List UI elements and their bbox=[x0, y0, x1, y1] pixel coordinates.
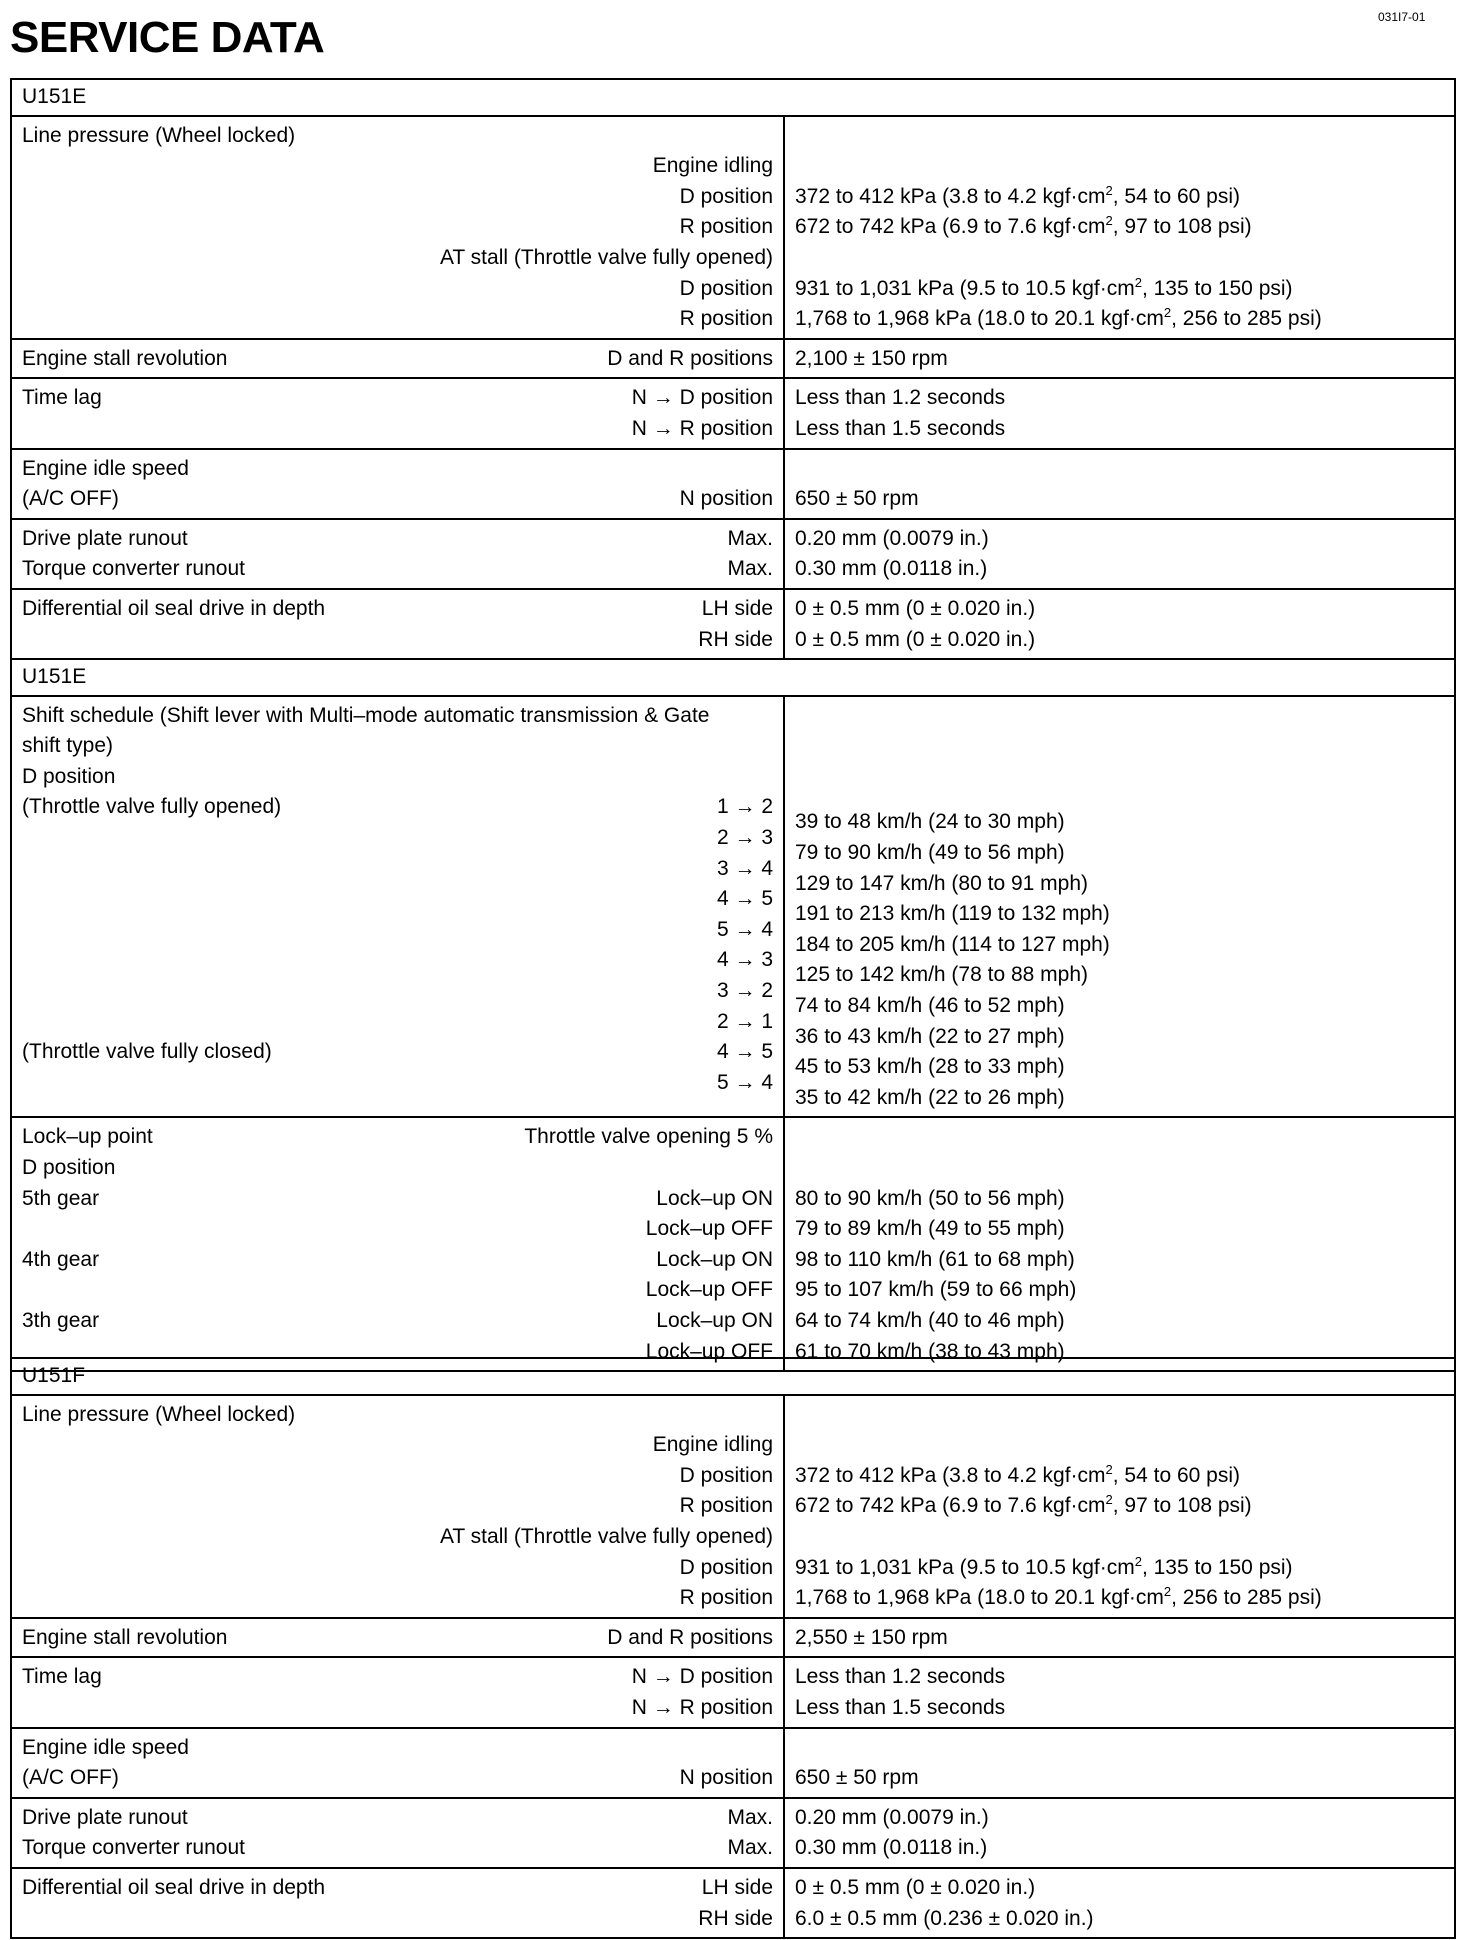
spec-value: Less than 1.2 seconds bbox=[795, 386, 1006, 410]
condition-label: 4 → 3 bbox=[716, 948, 773, 972]
spec-value: 0.20 mm (0.0079 in.) bbox=[795, 526, 989, 550]
stall-revolution-row bbox=[11, 339, 1455, 379]
condition-label: Engine idling bbox=[652, 1433, 773, 1457]
spec-value-cell bbox=[784, 449, 1455, 519]
condition-label: Max. bbox=[727, 1805, 773, 1829]
spec-value: 184 to 205 km/h (114 to 127 mph) bbox=[795, 932, 1110, 956]
condition-label: AT stall (Throttle valve fully opened) bbox=[439, 245, 773, 269]
condition-label: 2 → 1 bbox=[716, 1009, 773, 1033]
gear-label: 4th gear bbox=[22, 1247, 100, 1271]
condition-label: R position bbox=[679, 1494, 773, 1518]
spec-label-cell bbox=[11, 339, 784, 379]
spec-label: D position bbox=[22, 764, 116, 788]
spec-value-cell bbox=[784, 378, 1455, 448]
spec-value: 80 to 90 km/h (50 to 56 mph) bbox=[795, 1186, 1065, 1210]
spec-label-cell bbox=[11, 1728, 784, 1798]
condition-label: Lock–up OFF bbox=[645, 1217, 773, 1241]
gear-label: 5th gear bbox=[22, 1186, 100, 1210]
page-title: SERVICE DATA bbox=[10, 13, 325, 62]
spec-value: 931 to 1,031 kPa (9.5 to 10.5 $kgf\cdot cm^2$, 135 to 150 psi) bbox=[795, 1553, 1293, 1579]
spec-value: 74 to 84 km/h (46 to 52 mph) bbox=[795, 994, 1065, 1018]
spec-value: 61 to 70 km/h (38 to 43 mph) bbox=[795, 1339, 1065, 1363]
condition-label: D and R positions bbox=[607, 346, 773, 370]
condition-label: Lock–up ON bbox=[656, 1247, 773, 1271]
condition-label: 5 → 4 bbox=[716, 917, 773, 941]
section-header-row bbox=[11, 1358, 1455, 1395]
condition-label: Max. bbox=[727, 526, 773, 550]
spec-label: Engine idle speed bbox=[22, 1735, 189, 1759]
section-header: U151F bbox=[11, 1358, 1455, 1395]
condition-label: D position bbox=[679, 1555, 773, 1579]
spec-label: Shift schedule (Shift lever with Multi–mode automatic transmission & Gate shift type) bbox=[22, 703, 710, 758]
condition-label: Max. bbox=[727, 1836, 773, 1860]
spec-value-cell bbox=[784, 1618, 1455, 1658]
condition-label: Lock–up OFF bbox=[645, 1278, 773, 1302]
line-pressure-row bbox=[11, 116, 1455, 339]
spec-value: 0.30 mm (0.0118 in.) bbox=[795, 557, 988, 581]
condition-label: Engine idling bbox=[652, 154, 773, 178]
spec-label-cell bbox=[11, 1657, 784, 1727]
spec-label-cell bbox=[11, 589, 784, 659]
condition-label: 3 → 4 bbox=[716, 856, 773, 880]
condition-label: 1 → 2 bbox=[716, 795, 773, 819]
spec-value: 0.20 mm (0.0079 in.) bbox=[795, 1805, 989, 1829]
spec-value: 1,768 to 1,968 kPa (18.0 to 20.1 $kgf\cdot cm^2$, 256 to 285 psi) bbox=[795, 305, 1322, 331]
spec-label-cell bbox=[11, 1618, 784, 1658]
document-reference: 031I7-01 bbox=[1378, 10, 1426, 24]
spec-value: 0 ± 0.5 mm (0 ± 0.020 in.) bbox=[795, 1875, 1036, 1899]
spec-value: 79 to 89 km/h (49 to 55 mph) bbox=[795, 1217, 1065, 1241]
spec-label: Drive plate runout bbox=[22, 526, 188, 550]
condition-label: 5 → 4 bbox=[716, 1070, 773, 1094]
spec-value-cell bbox=[784, 339, 1455, 379]
spec-value-cell bbox=[784, 696, 1455, 1118]
idle-speed-row bbox=[11, 1728, 1455, 1798]
spec-label: Time lag bbox=[22, 386, 102, 410]
section-header: U151E bbox=[11, 659, 1455, 696]
condition-label: 2 → 3 bbox=[716, 826, 773, 850]
condition-label: RH side bbox=[698, 1906, 773, 1930]
spec-label-cell bbox=[11, 378, 784, 448]
diff-seal-row bbox=[11, 589, 1455, 659]
condition-label: 3 → 2 bbox=[716, 979, 773, 1003]
spec-label: Torque converter runout bbox=[22, 1836, 245, 1860]
spec-label: Time lag bbox=[22, 1665, 102, 1689]
spec-label-cell bbox=[11, 1868, 784, 1938]
section-header-row bbox=[11, 79, 1455, 116]
service-data-table-u151f bbox=[10, 1357, 1456, 1939]
spec-value: 191 to 213 km/h (119 to 132 mph) bbox=[795, 902, 1110, 926]
spec-value: 98 to 110 km/h (61 to 68 mph) bbox=[795, 1247, 1075, 1271]
runout-row bbox=[11, 1798, 1455, 1868]
spec-value: 0 ± 0.5 mm (0 ± 0.020 in.) bbox=[795, 596, 1036, 620]
gear-label: 3th gear bbox=[22, 1308, 100, 1332]
spec-value: 1,768 to 1,968 kPa (18.0 to 20.1 $kgf\cdot cm^2$, 256 to 285 psi) bbox=[795, 1584, 1322, 1610]
runout-row bbox=[11, 519, 1455, 589]
spec-label-cell bbox=[11, 1798, 784, 1868]
condition-label: LH side bbox=[701, 596, 773, 620]
spec-label: Line pressure (Wheel locked) bbox=[22, 1402, 296, 1426]
spec-label-cell bbox=[11, 449, 784, 519]
spec-label: Differential oil seal drive in depth bbox=[22, 596, 326, 620]
condition-label: R position bbox=[679, 215, 773, 239]
spec-value: 95 to 107 km/h (59 to 66 mph) bbox=[795, 1278, 1077, 1302]
condition-label: Lock–up OFF bbox=[645, 1339, 773, 1363]
condition-label: N position bbox=[679, 487, 773, 511]
spec-label: Engine idle speed bbox=[22, 456, 189, 480]
time-lag-row bbox=[11, 378, 1455, 448]
spec-value-cell bbox=[784, 589, 1455, 659]
spec-value: 672 to 742 kPa (6.9 to 7.6 $kgf\cdot cm^2$, 97 to 108 psi) bbox=[795, 1492, 1252, 1518]
spec-value-cell bbox=[784, 1798, 1455, 1868]
spec-value: 36 to 43 km/h (22 to 27 mph) bbox=[795, 1024, 1065, 1048]
shift-schedule-row bbox=[11, 696, 1455, 1118]
spec-value-cell bbox=[784, 1117, 1455, 1371]
spec-value: 129 to 147 km/h (80 to 91 mph) bbox=[795, 871, 1089, 895]
spec-value-cell bbox=[784, 1395, 1455, 1618]
spec-value: 931 to 1,031 kPa (9.5 to 10.5 $kgf\cdot cm^2$, 135 to 150 psi) bbox=[795, 274, 1293, 300]
spec-value: 64 to 74 km/h (40 to 46 mph) bbox=[795, 1308, 1065, 1332]
spec-value: 2,550 ± 150 rpm bbox=[795, 1625, 948, 1649]
condition-label: R position bbox=[679, 1586, 773, 1610]
spec-label-cell bbox=[11, 519, 784, 589]
spec-value: 125 to 142 km/h (78 to 88 mph) bbox=[795, 963, 1089, 987]
spec-label: Lock–up point bbox=[22, 1125, 153, 1149]
condition-label: LH side bbox=[701, 1875, 773, 1899]
condition-label: Lock–up ON bbox=[656, 1186, 773, 1210]
condition-label: N → R position bbox=[631, 1695, 773, 1719]
spec-label: Engine stall revolution bbox=[22, 346, 228, 370]
condition-label: N → R position bbox=[631, 416, 773, 440]
spec-label: Engine stall revolution bbox=[22, 1625, 228, 1649]
spec-value: 372 to 412 kPa (3.8 to 4.2 $kgf\cdot cm^2$, 54 to 60 psi) bbox=[795, 182, 1240, 208]
spec-label: Differential oil seal drive in depth bbox=[22, 1875, 326, 1899]
spec-value: 6.0 ± 0.5 mm (0.236 ± 0.020 in.) bbox=[795, 1906, 1094, 1930]
section-header: U151E bbox=[11, 79, 1455, 116]
spec-value: 39 to 48 km/h (24 to 30 mph) bbox=[795, 810, 1065, 834]
lockup-point-row bbox=[11, 1117, 1455, 1371]
section-header-row bbox=[11, 659, 1455, 696]
condition-label: Lock–up ON bbox=[656, 1308, 773, 1332]
condition-label: N → D position bbox=[631, 1665, 773, 1689]
spec-value: 2,100 ± 150 rpm bbox=[795, 346, 948, 370]
condition-label: D position bbox=[679, 184, 773, 208]
condition-label: RH side bbox=[698, 627, 773, 651]
spec-label: Torque converter runout bbox=[22, 557, 245, 581]
spec-value: 0.30 mm (0.0118 in.) bbox=[795, 1836, 988, 1860]
condition-label: Max. bbox=[727, 557, 773, 581]
spec-value: 650 ± 50 rpm bbox=[795, 1766, 919, 1790]
spec-value-cell bbox=[784, 1728, 1455, 1798]
condition-label: D position bbox=[679, 1463, 773, 1487]
spec-value-cell bbox=[784, 1657, 1455, 1727]
spec-value: 672 to 742 kPa (6.9 to 7.6 $kgf\cdot cm^2$, 97 to 108 psi) bbox=[795, 213, 1252, 239]
condition-label: 4 → 5 bbox=[716, 1040, 773, 1064]
spec-value: Less than 1.5 seconds bbox=[795, 416, 1006, 440]
condition-label: D and R positions bbox=[607, 1625, 773, 1649]
spec-value: 79 to 90 km/h (49 to 56 mph) bbox=[795, 841, 1065, 865]
condition-label: N → D position bbox=[631, 386, 773, 410]
condition-label: N position bbox=[679, 1766, 773, 1790]
diff-seal-row bbox=[11, 1868, 1455, 1938]
spec-label: (Throttle valve fully closed) bbox=[22, 1040, 272, 1064]
spec-value: 45 to 53 km/h (28 to 33 mph) bbox=[795, 1055, 1065, 1079]
stall-revolution-row bbox=[11, 1618, 1455, 1658]
spec-value: 372 to 412 kPa (3.8 to 4.2 $kgf\cdot cm^2$, 54 to 60 psi) bbox=[795, 1461, 1240, 1487]
spec-label-cell bbox=[11, 116, 784, 339]
spec-value-cell bbox=[784, 1868, 1455, 1938]
spec-label: (A/C OFF) bbox=[22, 1766, 119, 1790]
spec-value: 0 ± 0.5 mm (0 ± 0.020 in.) bbox=[795, 627, 1036, 651]
time-lag-row bbox=[11, 1657, 1455, 1727]
spec-label: Drive plate runout bbox=[22, 1805, 188, 1829]
condition-label: Throttle valve opening 5 % bbox=[524, 1125, 773, 1149]
condition-label: R position bbox=[679, 307, 773, 331]
spec-value-cell bbox=[784, 116, 1455, 339]
spec-label-cell bbox=[11, 1117, 784, 1371]
spec-label: (Throttle valve fully opened) bbox=[22, 795, 282, 819]
idle-speed-row bbox=[11, 449, 1455, 519]
line-pressure-row bbox=[11, 1395, 1455, 1618]
spec-label-cell bbox=[11, 696, 784, 1118]
spec-label: (A/C OFF) bbox=[22, 487, 119, 511]
service-data-table-u151e bbox=[10, 78, 1456, 1372]
spec-value: Less than 1.2 seconds bbox=[795, 1665, 1006, 1689]
spec-value-cell bbox=[784, 519, 1455, 589]
condition-label: AT stall (Throttle valve fully opened) bbox=[439, 1524, 773, 1548]
spec-label: Line pressure (Wheel locked) bbox=[22, 123, 296, 147]
spec-label: D position bbox=[22, 1156, 116, 1179]
condition-label: D position bbox=[679, 276, 773, 300]
spec-value: Less than 1.5 seconds bbox=[795, 1695, 1006, 1719]
spec-value: 650 ± 50 rpm bbox=[795, 487, 919, 511]
spec-label-cell bbox=[11, 1395, 784, 1618]
spec-value: 35 to 42 km/h (22 to 26 mph) bbox=[795, 1085, 1065, 1109]
condition-label: 4 → 5 bbox=[716, 887, 773, 911]
